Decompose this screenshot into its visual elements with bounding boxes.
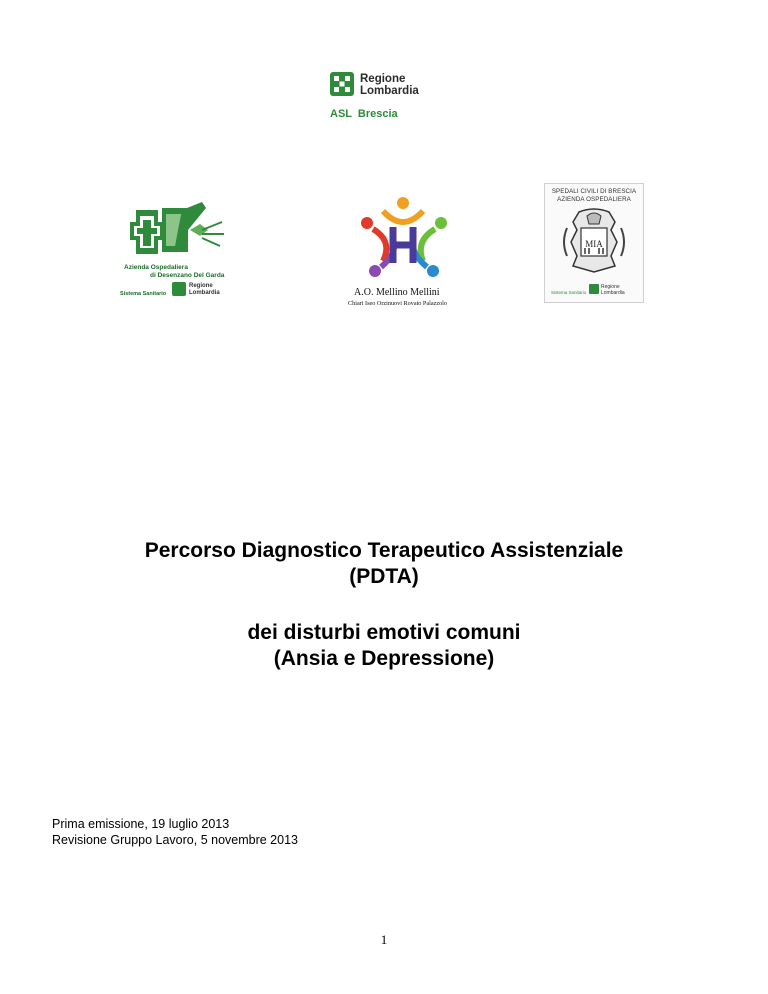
spedali-civili-logo bbox=[544, 183, 644, 303]
asl-label bbox=[330, 108, 398, 120]
desenzano-footer-system: Sistema Sanitario bbox=[120, 291, 167, 297]
region-name-line1: Regione bbox=[360, 73, 406, 85]
desenzano-emblem-icon bbox=[130, 200, 230, 260]
spedali-rl-icon bbox=[589, 284, 599, 294]
mellino-name: A.O. Mellino Mellini bbox=[354, 287, 440, 298]
desenzano-hospital-logo bbox=[120, 198, 235, 301]
desenzano-rl-line1: Regione bbox=[189, 283, 213, 289]
spedali-rl-line2: Lombardia bbox=[601, 290, 625, 296]
mellino-subtitle: Chiari Iseo Orzinuovi Rovato Palazzolo bbox=[348, 300, 447, 307]
asl-acronym: ASL bbox=[330, 108, 352, 120]
asl-city: Brescia bbox=[357, 108, 398, 120]
desenzano-name-line2: di Desenzano Del Garda bbox=[150, 272, 225, 279]
spedali-footer-system: Sistema Sanitario bbox=[551, 290, 587, 295]
desenzano-name-line1: Azienda Ospedaliera bbox=[124, 264, 188, 271]
regione-lombardia-icon bbox=[330, 72, 354, 96]
region-name-line2: Lombardia bbox=[360, 85, 419, 97]
page-number: 1 bbox=[380, 932, 388, 947]
revision-date: Revisione Gruppo Lavoro, 5 novembre 2013 bbox=[52, 833, 298, 847]
desenzano-rl-line2: Lombardia bbox=[189, 290, 220, 296]
document-title-line1: Percorso Diagnostico Terapeutico Assistenziale bbox=[144, 539, 624, 562]
desenzano-rl-icon bbox=[172, 282, 186, 296]
spedali-crest-text: MIA bbox=[585, 239, 603, 249]
first-issue-date: Prima emissione, 19 luglio 2013 bbox=[52, 817, 230, 831]
mellino-mellini-logo bbox=[348, 193, 458, 311]
document-subtitle-line2: (Ansia e Depressione) bbox=[273, 647, 495, 670]
regione-lombardia-asl-logo bbox=[330, 72, 450, 124]
document-subtitle-line1: dei disturbi emotivi comuni bbox=[247, 621, 521, 644]
spedali-rl-line1: Regione bbox=[601, 284, 620, 290]
spedali-line1: SPEDALI CIVILI DI BRESCIA bbox=[551, 188, 637, 195]
mellino-emblem-icon bbox=[353, 193, 453, 285]
spedali-line2: AZIENDA OSPEDALIERA bbox=[557, 196, 631, 203]
document-title-line2: (PDTA) bbox=[349, 565, 419, 588]
